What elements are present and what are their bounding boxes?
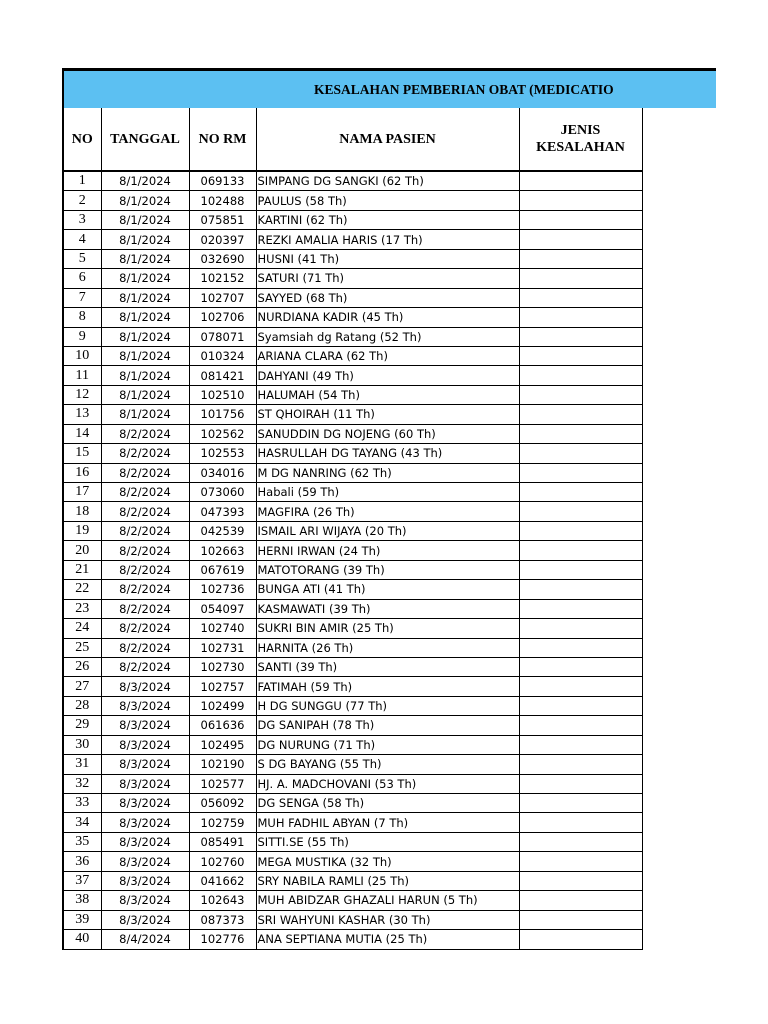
cell-no-rm[interactable]: 085491 xyxy=(189,832,256,851)
cell-tanggal[interactable]: 8/1/2024 xyxy=(101,171,189,191)
cell-nama-pasien[interactable]: KARTINI (62 Th) xyxy=(256,210,519,229)
title-bar xyxy=(62,68,716,108)
cell-no-rm[interactable]: 073060 xyxy=(189,483,256,502)
cell-no[interactable]: 34 xyxy=(63,813,101,832)
cell-nama-pasien[interactable]: MUH ABIDZAR GHAZALI HARUN (5 Th) xyxy=(256,891,519,910)
cell-nama-pasien[interactable]: SIMPANG DG SANGKI (62 Th) xyxy=(256,171,519,191)
cell-tanggal[interactable]: 8/2/2024 xyxy=(101,444,189,463)
cell-tanggal[interactable]: 8/2/2024 xyxy=(101,599,189,618)
cell-nama-pasien[interactable]: ANA SEPTIANA MUTIA (25 Th) xyxy=(256,930,519,949)
cell-no-rm[interactable]: 102663 xyxy=(189,541,256,560)
sheet-title: KESALAHAN PEMBERIAN OBAT (MEDICATIO xyxy=(314,82,614,97)
cell-nama-pasien[interactable]: SRY NABILA RAMLI (25 Th) xyxy=(256,871,519,890)
cell-tanggal[interactable]: 8/1/2024 xyxy=(101,230,189,249)
table-row xyxy=(63,580,642,599)
cell-jenis-kesalahan[interactable] xyxy=(519,327,642,346)
table-row xyxy=(63,638,642,657)
cell-tanggal[interactable]: 8/3/2024 xyxy=(101,852,189,871)
medication-error-table xyxy=(62,108,643,950)
table-row xyxy=(63,308,642,327)
cell-no-rm[interactable]: 047393 xyxy=(189,502,256,521)
table-row xyxy=(63,755,642,774)
table-row xyxy=(63,735,642,754)
cell-tanggal[interactable]: 8/3/2024 xyxy=(101,871,189,890)
cell-no[interactable]: 24 xyxy=(63,619,101,638)
cell-nama-pasien[interactable]: DAHYANI (49 Th) xyxy=(256,366,519,385)
cell-tanggal[interactable]: 8/2/2024 xyxy=(101,560,189,579)
cell-nama-pasien[interactable]: S DG BAYANG (55 Th) xyxy=(256,755,519,774)
cell-no-rm[interactable]: 102740 xyxy=(189,619,256,638)
table-row xyxy=(63,210,642,229)
cell-no[interactable]: 40 xyxy=(63,930,101,949)
cell-no-rm[interactable]: 102152 xyxy=(189,269,256,288)
cell-no[interactable]: 17 xyxy=(63,483,101,502)
cell-nama-pasien[interactable]: SANUDDIN DG NOJENG (60 Th) xyxy=(256,424,519,443)
table-row xyxy=(63,910,642,929)
cell-no[interactable]: 25 xyxy=(63,638,101,657)
cell-no[interactable]: 27 xyxy=(63,677,101,696)
cell-nama-pasien[interactable]: HERNI IRWAN (24 Th) xyxy=(256,541,519,560)
cell-no[interactable]: 26 xyxy=(63,657,101,676)
table-row xyxy=(63,832,642,851)
cell-jenis-kesalahan[interactable] xyxy=(519,560,642,579)
table-row xyxy=(63,405,642,424)
cell-nama-pasien[interactable]: HARNITA (26 Th) xyxy=(256,638,519,657)
cell-jenis-kesalahan[interactable] xyxy=(519,191,642,210)
header-no: NO xyxy=(63,108,101,171)
cell-no[interactable]: 12 xyxy=(63,385,101,404)
cell-tanggal[interactable]: 8/3/2024 xyxy=(101,716,189,735)
cell-nama-pasien[interactable]: ST QHOIRAH (11 Th) xyxy=(256,405,519,424)
cell-jenis-kesalahan[interactable] xyxy=(519,483,642,502)
cell-jenis-kesalahan[interactable] xyxy=(519,580,642,599)
cell-nama-pasien[interactable]: HJ. A. MADCHOVANI (53 Th) xyxy=(256,774,519,793)
cell-jenis-kesalahan[interactable] xyxy=(519,541,642,560)
cell-no-rm[interactable]: 042539 xyxy=(189,521,256,540)
cell-tanggal[interactable]: 8/4/2024 xyxy=(101,930,189,949)
cell-no[interactable]: 19 xyxy=(63,521,101,540)
cell-no[interactable]: 28 xyxy=(63,696,101,715)
cell-jenis-kesalahan[interactable] xyxy=(519,755,642,774)
cell-no[interactable]: 9 xyxy=(63,327,101,346)
cell-tanggal[interactable]: 8/1/2024 xyxy=(101,366,189,385)
cell-nama-pasien[interactable]: MEGA MUSTIKA (32 Th) xyxy=(256,852,519,871)
table-row xyxy=(63,366,642,385)
cell-nama-pasien[interactable]: SUKRI BIN AMIR (25 Th) xyxy=(256,619,519,638)
table-row xyxy=(63,599,642,618)
table-row xyxy=(63,327,642,346)
cell-tanggal[interactable]: 8/2/2024 xyxy=(101,541,189,560)
cell-no-rm[interactable]: 032690 xyxy=(189,249,256,268)
table-row xyxy=(63,249,642,268)
table-row xyxy=(63,288,642,307)
cell-nama-pasien[interactable]: DG NURUNG (71 Th) xyxy=(256,735,519,754)
cell-tanggal[interactable]: 8/2/2024 xyxy=(101,580,189,599)
cell-no[interactable]: 1 xyxy=(63,171,101,191)
cell-no[interactable]: 21 xyxy=(63,560,101,579)
table-row xyxy=(63,871,642,890)
cell-jenis-kesalahan[interactable] xyxy=(519,891,642,910)
cell-tanggal[interactable]: 8/1/2024 xyxy=(101,269,189,288)
cell-jenis-kesalahan[interactable] xyxy=(519,210,642,229)
cell-no-rm[interactable]: 034016 xyxy=(189,463,256,482)
table-row xyxy=(63,657,642,676)
cell-nama-pasien[interactable]: Syamsiah dg Ratang (52 Th) xyxy=(256,327,519,346)
cell-no[interactable]: 39 xyxy=(63,910,101,929)
table-row xyxy=(63,171,642,191)
cell-no-rm[interactable]: 101756 xyxy=(189,405,256,424)
table-row xyxy=(63,463,642,482)
cell-no[interactable]: 31 xyxy=(63,755,101,774)
cell-tanggal[interactable]: 8/3/2024 xyxy=(101,696,189,715)
table-row xyxy=(63,696,642,715)
cell-nama-pasien[interactable]: PAULUS (58 Th) xyxy=(256,191,519,210)
table-row xyxy=(63,191,642,210)
cell-nama-pasien[interactable]: HUSNI (41 Th) xyxy=(256,249,519,268)
cell-nama-pasien[interactable]: SITTI.SE (55 Th) xyxy=(256,832,519,851)
cell-jenis-kesalahan[interactable] xyxy=(519,463,642,482)
cell-no[interactable]: 10 xyxy=(63,346,101,365)
cell-jenis-kesalahan[interactable] xyxy=(519,657,642,676)
cell-no[interactable]: 7 xyxy=(63,288,101,307)
cell-jenis-kesalahan[interactable] xyxy=(519,638,642,657)
header-jenis-line2: KESALAHAN xyxy=(536,140,625,155)
cell-no-rm[interactable]: 102707 xyxy=(189,288,256,307)
cell-jenis-kesalahan[interactable] xyxy=(519,405,642,424)
cell-jenis-kesalahan[interactable] xyxy=(519,308,642,327)
cell-jenis-kesalahan[interactable] xyxy=(519,366,642,385)
cell-tanggal[interactable]: 8/3/2024 xyxy=(101,891,189,910)
cell-tanggal[interactable]: 8/1/2024 xyxy=(101,308,189,327)
cell-no-rm[interactable]: 041662 xyxy=(189,871,256,890)
cell-no[interactable]: 3 xyxy=(63,210,101,229)
cell-jenis-kesalahan[interactable] xyxy=(519,794,642,813)
cell-tanggal[interactable]: 8/2/2024 xyxy=(101,463,189,482)
cell-no[interactable]: 5 xyxy=(63,249,101,268)
cell-tanggal[interactable]: 8/3/2024 xyxy=(101,832,189,851)
cell-nama-pasien[interactable]: SATURI (71 Th) xyxy=(256,269,519,288)
cell-no-rm[interactable]: 102562 xyxy=(189,424,256,443)
cell-tanggal[interactable]: 8/1/2024 xyxy=(101,327,189,346)
cell-jenis-kesalahan[interactable] xyxy=(519,444,642,463)
cell-jenis-kesalahan[interactable] xyxy=(519,910,642,929)
table-row xyxy=(63,521,642,540)
cell-tanggal[interactable]: 8/2/2024 xyxy=(101,483,189,502)
cell-no[interactable]: 20 xyxy=(63,541,101,560)
cell-nama-pasien[interactable]: MAGFIRA (26 Th) xyxy=(256,502,519,521)
cell-no[interactable]: 6 xyxy=(63,269,101,288)
cell-no-rm[interactable]: 020397 xyxy=(189,230,256,249)
cell-tanggal[interactable]: 8/2/2024 xyxy=(101,619,189,638)
table-row xyxy=(63,424,642,443)
cell-jenis-kesalahan[interactable] xyxy=(519,385,642,404)
cell-no[interactable]: 35 xyxy=(63,832,101,851)
cell-no-rm[interactable]: 075851 xyxy=(189,210,256,229)
table-row xyxy=(63,774,642,793)
table-row xyxy=(63,502,642,521)
cell-nama-pasien[interactable]: M DG NANRING (62 Th) xyxy=(256,463,519,482)
cell-nama-pasien[interactable]: ARIANA CLARA (62 Th) xyxy=(256,346,519,365)
cell-tanggal[interactable]: 8/2/2024 xyxy=(101,424,189,443)
cell-nama-pasien[interactable]: BUNGA ATI (41 Th) xyxy=(256,580,519,599)
cell-tanggal[interactable]: 8/2/2024 xyxy=(101,657,189,676)
cell-jenis-kesalahan[interactable] xyxy=(519,813,642,832)
cell-no-rm[interactable]: 056092 xyxy=(189,794,256,813)
cell-nama-pasien[interactable]: ISMAIL ARI WIJAYA (20 Th) xyxy=(256,521,519,540)
cell-tanggal[interactable]: 8/2/2024 xyxy=(101,521,189,540)
cell-jenis-kesalahan[interactable] xyxy=(519,346,642,365)
cell-no-rm[interactable]: 054097 xyxy=(189,599,256,618)
cell-nama-pasien[interactable]: KASMAWATI (39 Th) xyxy=(256,599,519,618)
cell-jenis-kesalahan[interactable] xyxy=(519,774,642,793)
cell-jenis-kesalahan[interactable] xyxy=(519,502,642,521)
cell-no-rm[interactable]: 087373 xyxy=(189,910,256,929)
table-row xyxy=(63,541,642,560)
table-row xyxy=(63,483,642,502)
table-row xyxy=(63,560,642,579)
cell-jenis-kesalahan[interactable] xyxy=(519,288,642,307)
table-row xyxy=(63,619,642,638)
cell-tanggal[interactable]: 8/3/2024 xyxy=(101,755,189,774)
cell-no-rm[interactable]: 061636 xyxy=(189,716,256,735)
cell-nama-pasien[interactable]: REZKI AMALIA HARIS (17 Th) xyxy=(256,230,519,249)
table-header xyxy=(63,108,642,171)
cell-jenis-kesalahan[interactable] xyxy=(519,735,642,754)
cell-no[interactable]: 33 xyxy=(63,794,101,813)
cell-jenis-kesalahan[interactable] xyxy=(519,521,642,540)
cell-no[interactable]: 23 xyxy=(63,599,101,618)
table-row xyxy=(63,269,642,288)
cell-tanggal[interactable]: 8/1/2024 xyxy=(101,346,189,365)
cell-no-rm[interactable]: 102495 xyxy=(189,735,256,754)
cell-no[interactable]: 4 xyxy=(63,230,101,249)
cell-no[interactable]: 32 xyxy=(63,774,101,793)
cell-no-rm[interactable]: 102731 xyxy=(189,638,256,657)
cell-tanggal[interactable]: 8/2/2024 xyxy=(101,502,189,521)
cell-tanggal[interactable]: 8/3/2024 xyxy=(101,813,189,832)
cell-tanggal[interactable]: 8/3/2024 xyxy=(101,910,189,929)
cell-no[interactable]: 13 xyxy=(63,405,101,424)
cell-nama-pasien[interactable]: HASRULLAH DG TAYANG (43 Th) xyxy=(256,444,519,463)
header-jenis-kesalahan xyxy=(519,108,642,171)
header-tanggal: TANGGAL xyxy=(101,108,189,171)
table-row xyxy=(63,891,642,910)
cell-no[interactable]: 15 xyxy=(63,444,101,463)
cell-no-rm[interactable]: 010324 xyxy=(189,346,256,365)
cell-tanggal[interactable]: 8/3/2024 xyxy=(101,735,189,754)
cell-jenis-kesalahan[interactable] xyxy=(519,230,642,249)
table-row xyxy=(63,930,642,949)
header-jenis-line1: JENIS xyxy=(560,123,601,138)
cell-tanggal[interactable]: 8/1/2024 xyxy=(101,385,189,404)
cell-no-rm[interactable]: 102760 xyxy=(189,852,256,871)
table-row xyxy=(63,444,642,463)
cell-no-rm[interactable]: 102730 xyxy=(189,657,256,676)
cell-jenis-kesalahan[interactable] xyxy=(519,424,642,443)
cell-tanggal[interactable]: 8/2/2024 xyxy=(101,638,189,657)
cell-no-rm[interactable]: 081421 xyxy=(189,366,256,385)
cell-no[interactable]: 30 xyxy=(63,735,101,754)
header-nama-pasien: NAMA PASIEN xyxy=(256,108,519,171)
cell-tanggal[interactable]: 8/1/2024 xyxy=(101,405,189,424)
cell-nama-pasien[interactable]: MATOTORANG (39 Th) xyxy=(256,560,519,579)
cell-jenis-kesalahan[interactable] xyxy=(519,832,642,851)
cell-no[interactable]: 16 xyxy=(63,463,101,482)
cell-no[interactable]: 22 xyxy=(63,580,101,599)
cell-no-rm[interactable]: 102190 xyxy=(189,755,256,774)
header-no-rm: NO RM xyxy=(189,108,256,171)
cell-tanggal[interactable]: 8/3/2024 xyxy=(101,794,189,813)
cell-tanggal[interactable]: 8/3/2024 xyxy=(101,677,189,696)
cell-nama-pasien[interactable]: FATIMAH (59 Th) xyxy=(256,677,519,696)
cell-nama-pasien[interactable]: SANTI (39 Th) xyxy=(256,657,519,676)
cell-no-rm[interactable]: 067619 xyxy=(189,560,256,579)
cell-jenis-kesalahan[interactable] xyxy=(519,696,642,715)
cell-no-rm[interactable]: 102510 xyxy=(189,385,256,404)
cell-nama-pasien[interactable]: NURDIANA KADIR (45 Th) xyxy=(256,308,519,327)
cell-tanggal[interactable]: 8/1/2024 xyxy=(101,249,189,268)
table-row xyxy=(63,716,642,735)
cell-no[interactable]: 29 xyxy=(63,716,101,735)
cell-jenis-kesalahan[interactable] xyxy=(519,852,642,871)
cell-no[interactable]: 38 xyxy=(63,891,101,910)
cell-jenis-kesalahan[interactable] xyxy=(519,269,642,288)
cell-no[interactable]: 8 xyxy=(63,308,101,327)
cell-no[interactable]: 2 xyxy=(63,191,101,210)
cell-tanggal[interactable]: 8/1/2024 xyxy=(101,210,189,229)
cell-jenis-kesalahan[interactable] xyxy=(519,716,642,735)
cell-no-rm[interactable]: 102757 xyxy=(189,677,256,696)
table-row xyxy=(63,813,642,832)
cell-no-rm[interactable]: 102488 xyxy=(189,191,256,210)
cell-no-rm[interactable]: 102776 xyxy=(189,930,256,949)
cell-no[interactable]: 18 xyxy=(63,502,101,521)
cell-no-rm[interactable]: 102706 xyxy=(189,308,256,327)
cell-jenis-kesalahan[interactable] xyxy=(519,930,642,949)
cell-no-rm[interactable]: 069133 xyxy=(189,171,256,191)
cell-no-rm[interactable]: 102736 xyxy=(189,580,256,599)
cell-nama-pasien[interactable]: SAYYED (68 Th) xyxy=(256,288,519,307)
cell-no-rm[interactable]: 078071 xyxy=(189,327,256,346)
cell-jenis-kesalahan[interactable] xyxy=(519,171,642,191)
table-row xyxy=(63,346,642,365)
table-row xyxy=(63,385,642,404)
cell-jenis-kesalahan[interactable] xyxy=(519,677,642,696)
cell-no[interactable]: 36 xyxy=(63,852,101,871)
table-row xyxy=(63,677,642,696)
cell-no[interactable]: 14 xyxy=(63,424,101,443)
cell-no-rm[interactable]: 102499 xyxy=(189,696,256,715)
header-row xyxy=(63,108,642,171)
cell-jenis-kesalahan[interactable] xyxy=(519,599,642,618)
table-row xyxy=(63,852,642,871)
cell-nama-pasien[interactable]: SRI WAHYUNI KASHAR (30 Th) xyxy=(256,910,519,929)
cell-nama-pasien[interactable]: DG SENGA (58 Th) xyxy=(256,794,519,813)
cell-no-rm[interactable]: 102759 xyxy=(189,813,256,832)
cell-tanggal[interactable]: 8/1/2024 xyxy=(101,191,189,210)
cell-no-rm[interactable]: 102643 xyxy=(189,891,256,910)
table-row xyxy=(63,230,642,249)
cell-nama-pasien[interactable]: MUH FADHIL ABYAN (7 Th) xyxy=(256,813,519,832)
cell-tanggal[interactable]: 8/3/2024 xyxy=(101,774,189,793)
cell-jenis-kesalahan[interactable] xyxy=(519,619,642,638)
table-body xyxy=(63,171,642,949)
cell-jenis-kesalahan[interactable] xyxy=(519,249,642,268)
cell-no[interactable]: 11 xyxy=(63,366,101,385)
cell-nama-pasien[interactable]: Habali (59 Th) xyxy=(256,483,519,502)
cell-nama-pasien[interactable]: HALUMAH (54 Th) xyxy=(256,385,519,404)
cell-no[interactable]: 37 xyxy=(63,871,101,890)
cell-nama-pasien[interactable]: DG SANIPAH (78 Th) xyxy=(256,716,519,735)
table-row xyxy=(63,794,642,813)
cell-nama-pasien[interactable]: H DG SUNGGU (77 Th) xyxy=(256,696,519,715)
title-clip xyxy=(64,71,642,108)
cell-jenis-kesalahan[interactable] xyxy=(519,871,642,890)
cell-tanggal[interactable]: 8/1/2024 xyxy=(101,288,189,307)
cell-no-rm[interactable]: 102577 xyxy=(189,774,256,793)
cell-no-rm[interactable]: 102553 xyxy=(189,444,256,463)
